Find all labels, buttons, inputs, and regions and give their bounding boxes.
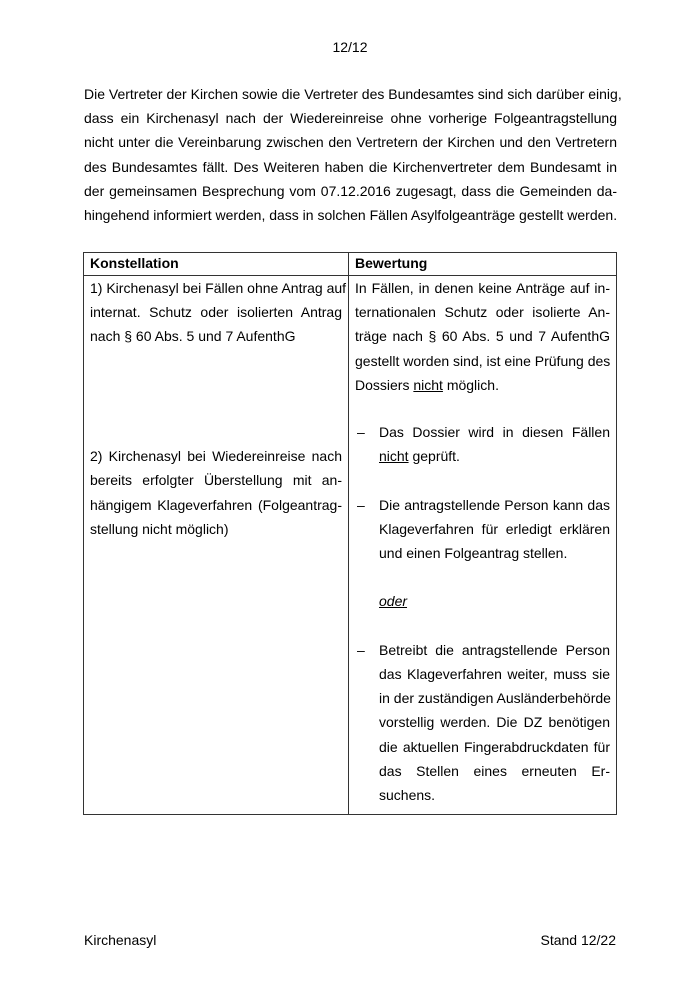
text: möglich. (442, 376, 499, 393)
header-konstellation: Konstellation (84, 253, 349, 276)
intro-line: Die Vertreter der Kirchen sowie die Vertreter des Bundesamtes sind sich darüber einig, (84, 86, 622, 102)
table-row (84, 276, 617, 815)
bullet-item (355, 638, 610, 807)
spacer (355, 614, 610, 638)
spacer (355, 468, 610, 492)
table-header-row (84, 253, 617, 276)
cell-line: gestellt worden sind, ist eine Prüfung des (355, 352, 611, 369)
cell-line: das Klageverfahren weiter, muss sie (379, 666, 610, 682)
cell-line: suchens. (379, 787, 436, 804)
cell-line (379, 444, 610, 468)
cell-line: 2) Kirchenasyl bei Wiedereinreise nach (90, 448, 342, 465)
cell-line: Die antragstellende Person kann das (379, 496, 610, 513)
cell-line: die aktuellen Fingerabdruckdaten für (379, 738, 610, 755)
intro-line: der gemeinsamen Besprechung vom 07.12.2016 zugesagt, dass die Gemeinden da- (84, 182, 617, 199)
spacer (90, 421, 342, 444)
cell-line: stellung nicht möglich) (90, 520, 229, 537)
spacer (355, 565, 610, 589)
bullet-item (355, 493, 610, 566)
footer-date: Stand 12/22 (540, 932, 616, 948)
underlined-nicht: nicht (379, 448, 409, 465)
intro-line: des Bundesamtes fällt. Des Weiteren haben die Kirchenvertreter dem Bundesamt in (84, 158, 617, 175)
cell-line: hängigem Klageverfahren (Folgeantrag- (90, 496, 342, 513)
cell-line: vorstellig werden. Die DZ benötigen (379, 714, 610, 731)
cell-line: das Stellen eines erneuten Er- (379, 762, 610, 779)
text: geprüft. (408, 448, 460, 465)
dash-icon: – (357, 496, 365, 513)
cell-line: ternationalen Schutz oder isolierte An- (355, 304, 610, 321)
cell-line: bereits erfolgter Überstellung mit an- (90, 472, 342, 489)
header-bewertung: Bewertung (349, 253, 617, 276)
intro-line: hingehend informiert werden, dass in solchen Fällen Asylfolgeanträge gestellt werden. (84, 207, 618, 224)
cell-line: In Fällen, in denen keine Anträge auf in- (355, 280, 610, 296)
footer-title: Kirchenasyl (84, 932, 157, 948)
intro-line: dass ein Kirchenasyl nach der Wiedereinreise ohne vorherige Folgeantragstellung (84, 110, 617, 127)
cell-konstellation (84, 276, 349, 815)
cell-line: Betreibt die antragstellende Person (379, 641, 610, 658)
cell-line: internat. Schutz oder isolierten Antrag (90, 304, 342, 321)
intro-line: nicht unter die Vereinbarung zwischen den Vertretern der Kirchen und den Vertretern (84, 134, 617, 151)
dash-icon: – (357, 424, 365, 441)
dash-icon: – (357, 641, 365, 658)
assessment-table (83, 252, 617, 815)
cell-line: träge nach § 60 Abs. 5 und 7 AufenthG (355, 328, 610, 345)
cell-line (355, 373, 610, 397)
cell-bewertung (349, 276, 617, 815)
bullet-item (355, 420, 610, 468)
page-number: 12/12 (332, 39, 368, 55)
oder-label: oder (379, 593, 408, 610)
cell-line: Das Dossier wird in diesen Fällen (379, 424, 610, 441)
intro-paragraph (84, 82, 622, 227)
cell-line: 1) Kirchenasyl bei Fällen ohne Antrag auf (90, 280, 347, 296)
spacer (355, 397, 610, 420)
text: Dossiers (355, 376, 414, 393)
underlined-nicht: nicht (413, 376, 443, 393)
cell-line: nach § 60 Abs. 5 und 7 AufenthG (90, 328, 296, 345)
cell-line: Klageverfahren für erledigt erklären (379, 520, 610, 537)
cell-line: in der zuständigen Ausländerbehörde (379, 690, 611, 707)
cell-line: und einen Folgeantrag stellen. (379, 545, 568, 562)
spacer (90, 349, 342, 422)
